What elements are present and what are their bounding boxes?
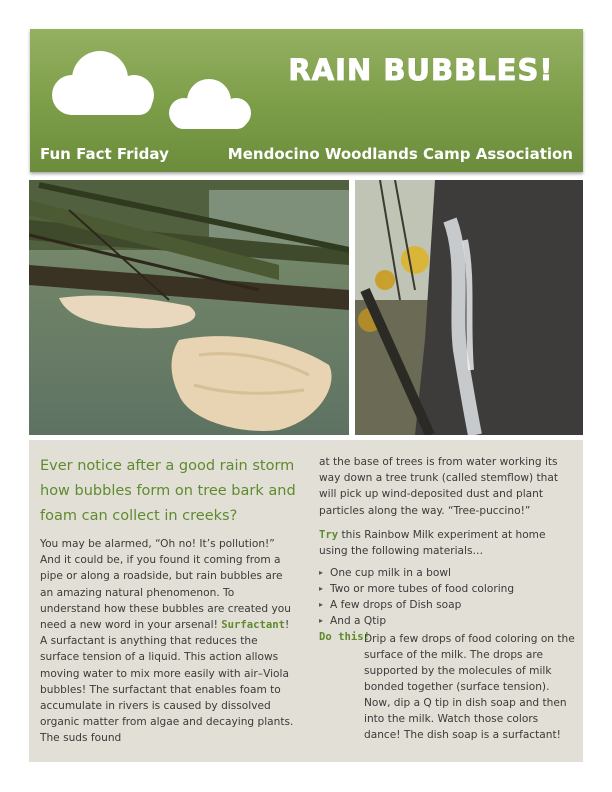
- intro-text: You may be alarmed, “Oh no! It’s pollution!” And it could be, if you found it coming from a pipe or along a roadside, but rain bubbles are an amazing natural phenomenon. To understand how these bubbles are created you need a new word in your arsenal!: [40, 538, 291, 632]
- page-title: RAIN BUBBLES!: [288, 53, 554, 87]
- bullet-icon: ▸: [319, 568, 324, 578]
- creek-foam-photo: [29, 180, 349, 435]
- right-column: [319, 454, 577, 743]
- article-panel: [29, 440, 583, 762]
- list-item: ▸ Two or more tubes of food coloring: [319, 583, 515, 596]
- list-item: ▸ One cup milk in a bowl: [319, 567, 451, 580]
- surfactant-definition: ! A surfactant is anything that reduces the surface tension of a liquid. This action allows moving water to mix more easily with air–Viola bubbles! The surfactant that enables foam to accumulate in rivers is caused by dissolved organic matter from algae and decaying plants. The suds found: [40, 619, 294, 745]
- bullet-icon: ▸: [319, 600, 324, 610]
- stemflow-paragraph: at the base of trees is from water working its way down a tree trunk (called stemflow) that will pick up wind-deposited dust and plant particles along the way. “Tree-puccino!”: [319, 456, 559, 517]
- large-cloud-icon: [42, 43, 160, 118]
- association-name: Mendocino Woodlands Camp Association: [227, 145, 573, 163]
- do-this-section: [319, 631, 577, 743]
- header-banner: [30, 29, 583, 172]
- bullet-icon: ▸: [319, 584, 324, 594]
- article-headline: Ever notice after a good rain storm how bubbles form on tree bark and foam can collect in creeks?: [40, 458, 296, 524]
- fun-fact-friday-label: Fun Fact Friday: [40, 145, 169, 163]
- intro-paragraph: [40, 536, 296, 747]
- try-paragraph: [319, 527, 577, 559]
- tree-bark-bubbles-photo: [355, 180, 583, 435]
- do-this-instructions: Drip a few drops of food coloring on the surface of the milk. The drops are supported by the molecules of milk bonded together (surface tension). Now, dip a Q tip in dish soap and then into the milk. Watch those colors dance! The dish soap is a surfactant!: [364, 633, 575, 742]
- do-this-label: Do this!: [319, 631, 371, 644]
- try-text: this Rainbow Milk experiment at home using the following materials…: [319, 528, 546, 558]
- bullet-icon: ▸: [319, 616, 324, 626]
- surfactant-keyword: Surfactant: [221, 619, 286, 632]
- list-item: ▸ And a Qtip: [319, 615, 387, 628]
- small-cloud-icon: [164, 75, 254, 131]
- try-label: Try: [319, 528, 339, 541]
- materials-list: [319, 565, 577, 629]
- list-item: ▸ A few drops of Dish soap: [319, 599, 462, 612]
- left-column: [40, 454, 296, 747]
